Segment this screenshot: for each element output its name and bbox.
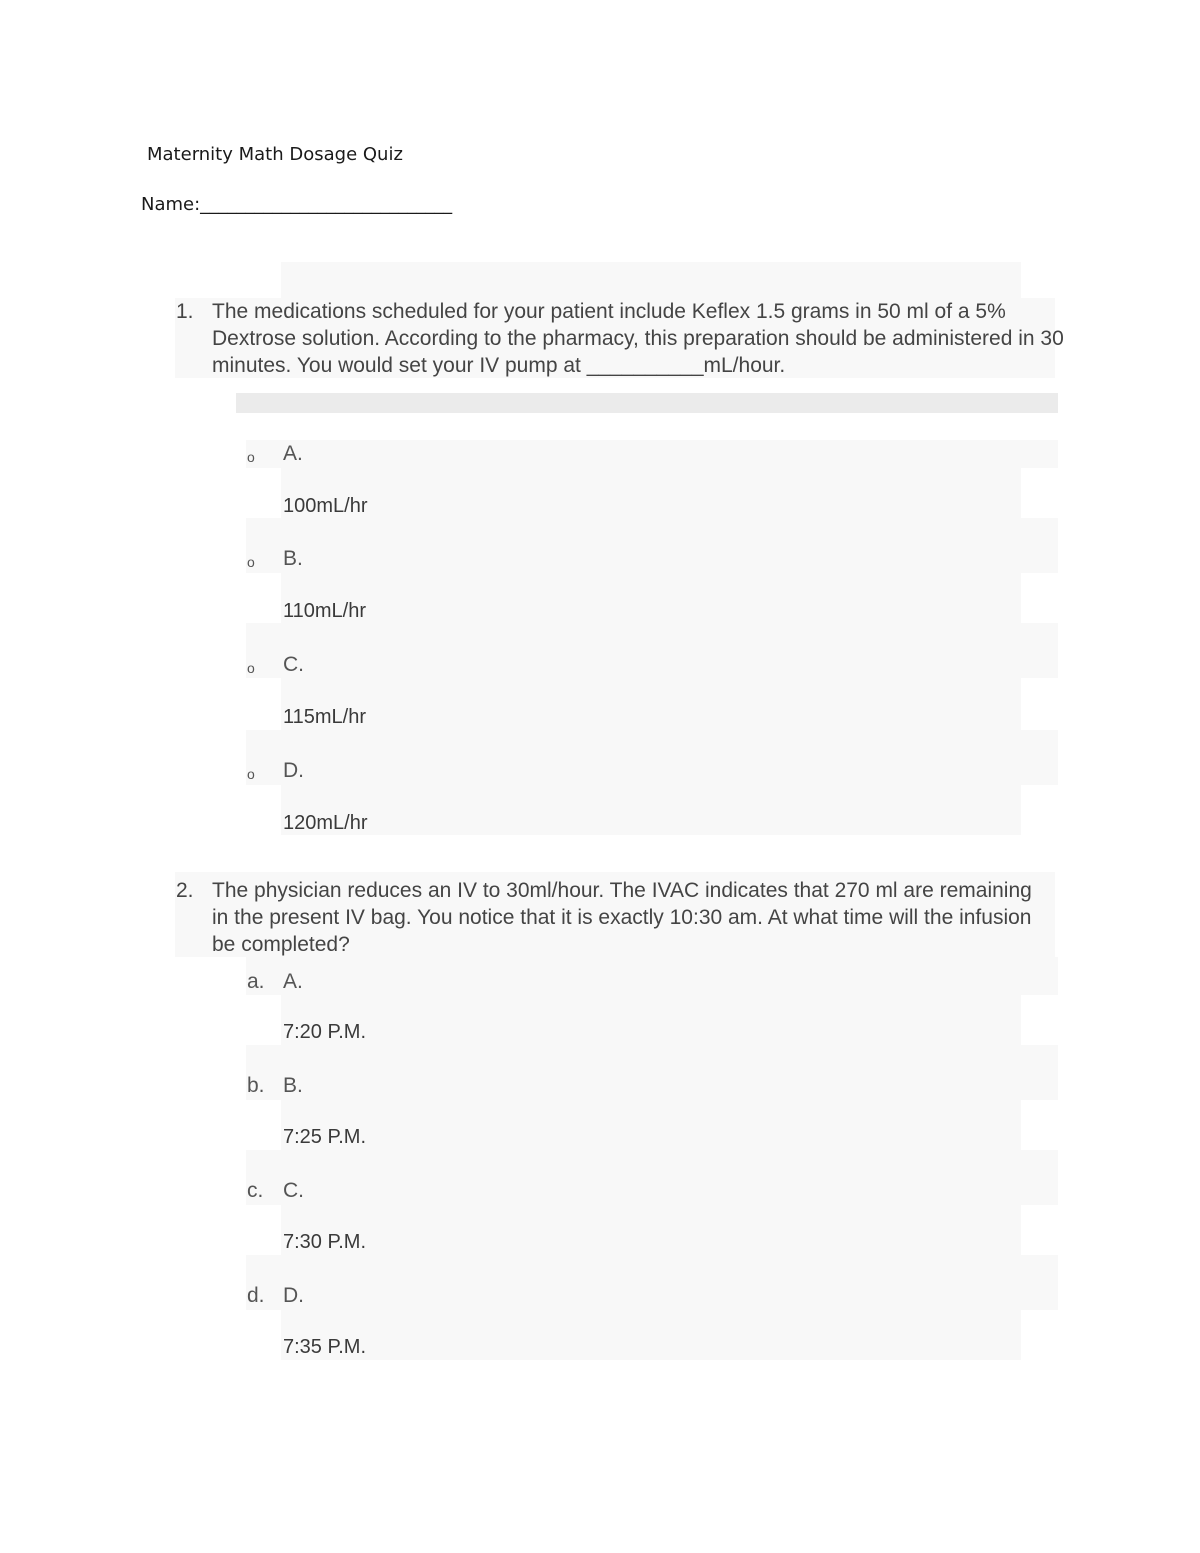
option-marker: c. (247, 1179, 264, 1202)
q1-option-c-shade (246, 623, 1058, 678)
option-letter: D. (283, 759, 304, 782)
option-marker: b. (247, 1074, 265, 1097)
q1-option-a-shade (246, 440, 1058, 468)
question-1-shade-top (281, 262, 1021, 298)
circle-bullet-icon: o (247, 660, 255, 676)
q1-option-a-answer-shade (281, 468, 1021, 518)
question-2-text: The physician reduces an IV to 30ml/hour. The IVAC indicates that 270 ml are remaining in the present IV bag. You notice that it is exactly 10:30 am. At what time will the infusion be completed? (212, 879, 1032, 956)
option-letter: A. (283, 970, 303, 993)
circle-bullet-icon: o (247, 554, 255, 570)
q1-option-c-answer-shade (281, 678, 1021, 730)
circle-bullet-icon: o (247, 449, 255, 465)
q2-option-b-answer-shade (281, 1100, 1021, 1150)
circle-bullet-icon: o (247, 766, 255, 782)
q2-option-d-shade (246, 1255, 1058, 1310)
option-letter: A. (283, 442, 303, 465)
option-answer: 7:25 P.M. (283, 1126, 367, 1148)
option-letter: B. (283, 1074, 303, 1097)
q2-option-a-answer-shade (281, 995, 1021, 1045)
q2-option-a-shade (246, 957, 1058, 995)
question-1-divider-bar (236, 393, 1058, 413)
option-letter: C. (283, 1179, 304, 1202)
option-answer: 7:20 P.M. (283, 1021, 367, 1043)
q1-option-b-shade (246, 518, 1058, 573)
option-marker: a. (247, 970, 265, 993)
q1-option-d-shade (246, 730, 1058, 785)
question-2-number: 2. (176, 879, 194, 902)
option-answer: 7:30 P.M. (283, 1231, 367, 1253)
question-1-text: The medications scheduled for your patient include Keflex 1.5 grams in 50 ml of a 5% Dextrose solution. According to the pharmacy, this preparation should be administered in 30 minutes. You would set your IV pump at __________mL/hour. (212, 300, 1064, 377)
question-1-number: 1. (176, 300, 194, 323)
option-answer: 110mL/hr (283, 600, 367, 622)
q1-option-d-answer-shade (281, 785, 1021, 835)
document-title: Maternity Math Dosage Quiz (147, 144, 403, 165)
option-letter: B. (283, 547, 303, 570)
q2-option-c-shade (246, 1150, 1058, 1205)
option-answer: 100mL/hr (283, 495, 368, 517)
q1-option-b-answer-shade (281, 573, 1021, 623)
name-field-line: Name:____________________________ (141, 194, 453, 215)
option-answer: 115mL/hr (283, 706, 367, 728)
option-marker: d. (247, 1284, 265, 1307)
option-letter: C. (283, 653, 304, 676)
option-answer: 7:35 P.M. (283, 1336, 367, 1358)
option-answer: 120mL/hr (283, 812, 368, 834)
q2-option-c-answer-shade (281, 1205, 1021, 1255)
option-letter: D. (283, 1284, 304, 1307)
q2-option-d-answer-shade (281, 1310, 1021, 1360)
q2-option-b-shade (246, 1045, 1058, 1100)
